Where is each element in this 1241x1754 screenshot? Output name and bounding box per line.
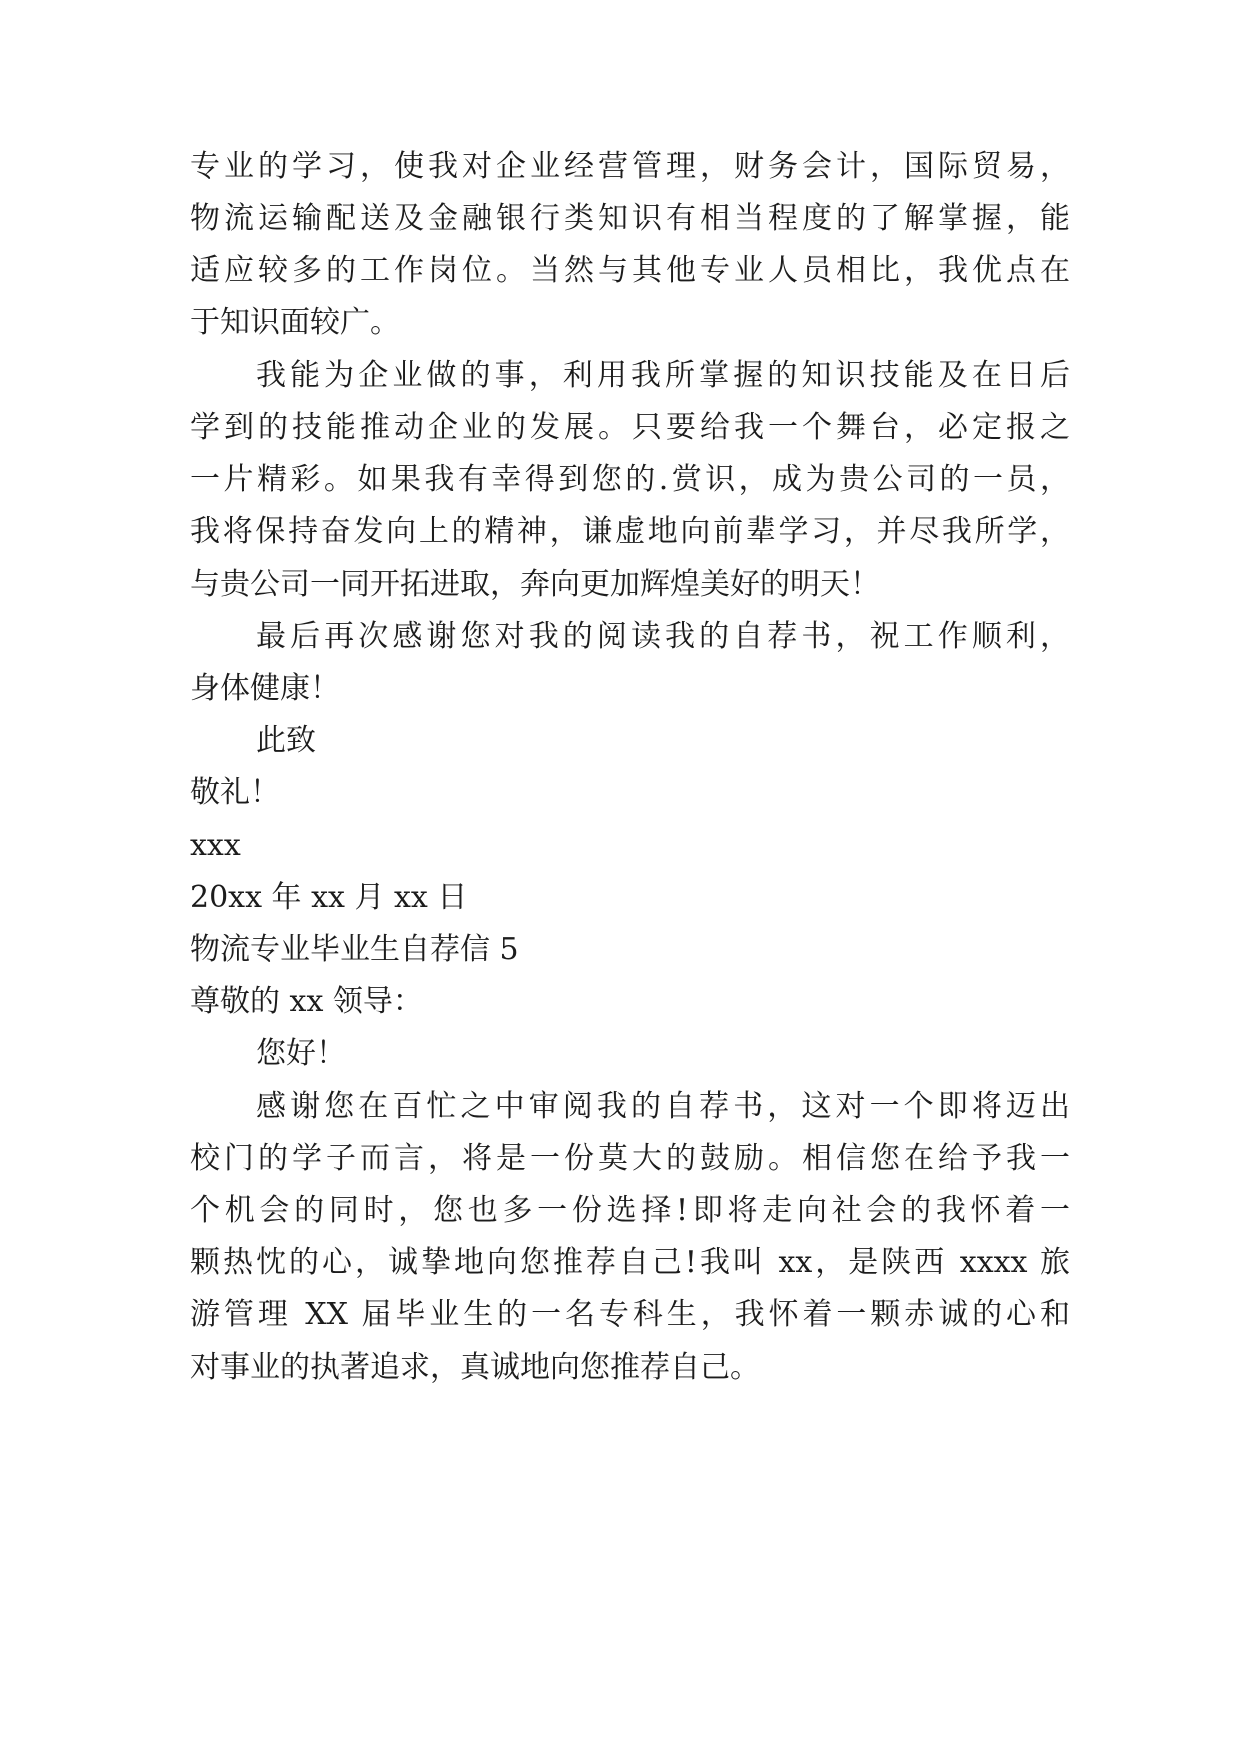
text-line: 感谢您在百忙之中审阅我的自荐书，这对一个即将迈出 bbox=[256, 1089, 1070, 1124]
text-line: 一片精彩。如果我有幸得到您的.赏识，成为贵公司的一员， bbox=[190, 462, 1070, 497]
letter-hello: 您好！ bbox=[256, 1036, 346, 1071]
letter-title: 物流专业毕业生自荐信 5 bbox=[190, 932, 519, 967]
text-line: 最后再次感谢您对我的阅读我的自荐书，祝工作顺利， bbox=[256, 619, 1070, 654]
text-line: 与贵公司一同开拓进取，奔向更加辉煌美好的明天！ bbox=[190, 567, 880, 602]
closing-regards: 敬礼！ bbox=[190, 775, 280, 810]
text-line: 个机会的同时，您也多一份选择!即将走向社会的我怀着一 bbox=[190, 1193, 1070, 1228]
signature-name: xxx bbox=[190, 828, 241, 863]
text-line: 物流运输配送及金融银行类知识有相当程度的了解掌握，能 bbox=[190, 201, 1070, 236]
text-line: 颗热忱的心，诚挚地向您推荐自己!我叫 xx，是陕西 xxxx 旅 bbox=[190, 1245, 1070, 1280]
text-line: 对事业的执著追求，真诚地向您推荐自己。 bbox=[190, 1350, 760, 1385]
text-line: 专业的学习，使我对企业经营管理，财务会计，国际贸易， bbox=[190, 149, 1070, 184]
text-line: 学到的技能推动企业的发展。只要给我一个舞台，必定报之 bbox=[190, 410, 1070, 445]
text-line: 于知识面较广。 bbox=[190, 305, 400, 340]
letter-greeting: 尊敬的 xx 领导： bbox=[190, 984, 423, 1019]
text-line: 校门的学子而言，将是一份莫大的鼓励。相信您在给予我一 bbox=[190, 1141, 1070, 1176]
closing-salutation: 此致 bbox=[256, 723, 316, 758]
text-line: 身体健康！ bbox=[190, 671, 340, 706]
text-line: 我能为企业做的事，利用我所掌握的知识技能及在日后 bbox=[256, 358, 1070, 393]
signature-date: 20xx 年 xx 月 xx 日 bbox=[190, 880, 468, 915]
text-line: 适应较多的工作岗位。当然与其他专业人员相比，我优点在 bbox=[190, 253, 1070, 288]
text-line: 游管理 XX 届毕业生的一名专科生，我怀着一颗赤诚的心和 bbox=[190, 1297, 1070, 1332]
text-line: 我将保持奋发向上的精神，谦虚地向前辈学习，并尽我所学， bbox=[190, 514, 1070, 549]
